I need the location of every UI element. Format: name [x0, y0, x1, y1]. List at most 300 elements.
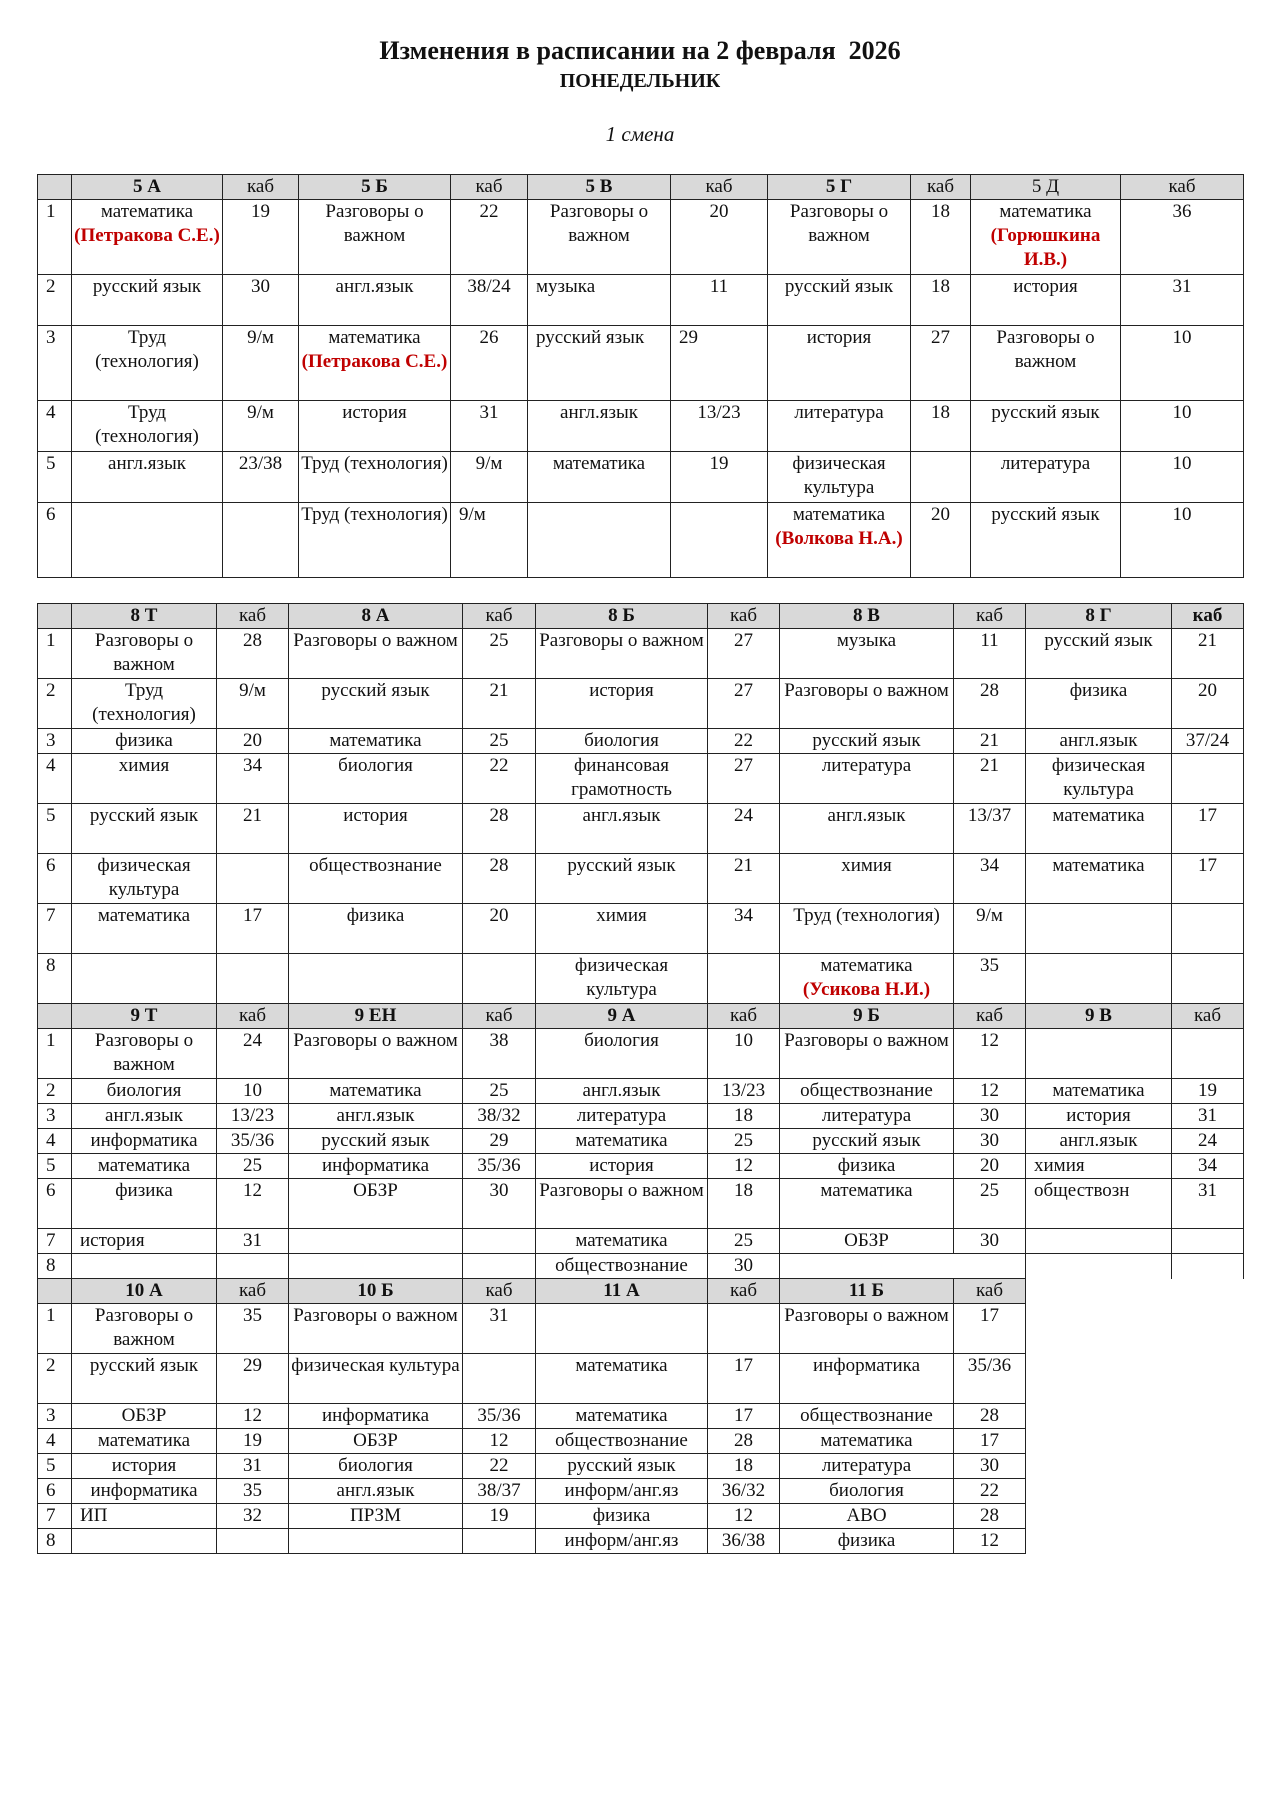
room-cell: 22 [463, 754, 536, 804]
lesson-cell: обществознание [536, 1429, 708, 1454]
lesson-cell: русский язык [536, 854, 708, 904]
header-cell: каб [671, 175, 768, 200]
header-cell: 8 Г [1026, 604, 1172, 629]
lesson-cell: Разговоры о важном [72, 1029, 217, 1079]
room-cell [223, 503, 299, 578]
room-cell [463, 1229, 536, 1254]
lesson-cell: литература [780, 754, 954, 804]
room-cell: 11 [954, 629, 1026, 679]
lesson-cell: математика [780, 1179, 954, 1229]
header-cell [38, 175, 72, 200]
room-cell: 12 [708, 1154, 780, 1179]
lesson-cell: история [1026, 1104, 1172, 1129]
lesson-cell: Труд (технология) [780, 904, 954, 954]
table-header-row [38, 175, 1244, 200]
lesson-cell: математика [289, 729, 463, 754]
room-cell: 19 [463, 1504, 536, 1529]
header-cell: каб [223, 175, 299, 200]
header-cell [38, 1004, 72, 1029]
room-cell: 11 [671, 275, 768, 326]
header-cell: каб [217, 1279, 289, 1304]
lesson-cell: химия [780, 854, 954, 904]
lesson-number: 2 [38, 1079, 72, 1104]
room-cell: 30 [223, 275, 299, 326]
lesson-cell: информ/анг.яз [536, 1529, 708, 1554]
lesson-cell: история [289, 804, 463, 854]
room-cell: 22 [708, 729, 780, 754]
room-cell: 38/37 [463, 1479, 536, 1504]
header-cell: каб [451, 175, 528, 200]
lesson-cell: Разговоры о важном [289, 1029, 463, 1079]
table-row [38, 679, 1244, 729]
lesson-cell: физическая культура [536, 954, 708, 1004]
table-row [38, 1079, 1244, 1104]
room-cell: 18 [911, 275, 971, 326]
lesson-cell: обществознание [536, 1254, 708, 1279]
lesson-cell: математика [289, 1079, 463, 1104]
lesson-cell: Разговоры о важном [768, 200, 911, 275]
room-cell [463, 954, 536, 1004]
header-cell: каб [463, 604, 536, 629]
room-cell: 31 [217, 1454, 289, 1479]
table-row [38, 754, 1244, 804]
table-row [38, 904, 1244, 954]
lesson-number: 8 [38, 954, 72, 1004]
room-cell: 17 [1172, 804, 1244, 854]
table-header-row [38, 1279, 1244, 1304]
lesson-cell: история [971, 275, 1121, 326]
header-cell: каб [463, 1004, 536, 1029]
lesson-cell: русский язык [72, 1354, 217, 1404]
lesson-cell: Разговоры о важном [971, 326, 1121, 401]
teacher-name: (Усикова Н.И.) [802, 979, 931, 1000]
room-cell: 10 [217, 1079, 289, 1104]
room-cell: 22 [463, 1454, 536, 1479]
lesson-cell: биология [72, 1079, 217, 1104]
room-cell: 24 [708, 804, 780, 854]
empty-cell [1172, 1254, 1244, 1279]
lesson-number: 2 [38, 679, 72, 729]
room-cell: 35 [954, 954, 1026, 1004]
room-cell: 17 [1172, 854, 1244, 904]
lesson-cell: англ.язык [528, 401, 671, 452]
header-cell: 9 ЕН [289, 1004, 463, 1029]
header-cell: 10 Б [289, 1279, 463, 1304]
room-cell: 10 [1121, 401, 1244, 452]
room-cell: 35/36 [463, 1404, 536, 1429]
room-cell [1172, 1229, 1244, 1254]
lesson-cell: англ.язык [72, 1104, 217, 1129]
lesson-cell: история [536, 679, 708, 729]
room-cell: 34 [954, 854, 1026, 904]
room-cell: 27 [708, 629, 780, 679]
room-cell [463, 1254, 536, 1279]
lesson-cell: Разговоры о важном [528, 200, 671, 275]
room-cell: 21 [463, 679, 536, 729]
header-cell: 5 Г [768, 175, 911, 200]
room-cell: 27 [911, 326, 971, 401]
lesson-cell: физика [1026, 679, 1172, 729]
header-cell: каб [1172, 604, 1244, 629]
lesson-cell: физика [289, 904, 463, 954]
room-cell: 30 [463, 1179, 536, 1229]
lesson-cell: русский язык [72, 275, 223, 326]
lesson-cell: история [72, 1454, 217, 1479]
lesson-cell: литература [780, 1104, 954, 1129]
lesson-cell [536, 1304, 708, 1354]
lesson-cell: Разговоры о важном [289, 1304, 463, 1354]
lesson-cell: математика [780, 1429, 954, 1454]
lesson-cell: Разговоры о важном [536, 629, 708, 679]
room-cell [671, 503, 768, 578]
lesson-cell: англ.язык [289, 1479, 463, 1504]
room-cell: 9/м [451, 452, 528, 503]
lesson-number: 1 [38, 629, 72, 679]
room-cell: 9/м [451, 503, 528, 578]
lesson-cell: Разговоры о важном [780, 1029, 954, 1079]
lesson-cell: Труд (технология) [72, 679, 217, 729]
room-cell: 37/24 [1172, 729, 1244, 754]
room-cell [463, 1529, 536, 1554]
lesson-cell: обществозн [1026, 1179, 1172, 1229]
room-cell: 10 [1121, 503, 1244, 578]
room-cell: 19 [1172, 1079, 1244, 1104]
lesson-number: 8 [38, 1529, 72, 1554]
room-cell: 35 [217, 1479, 289, 1504]
room-cell: 35/36 [463, 1154, 536, 1179]
table-row [38, 1254, 1244, 1279]
lesson-cell: биология [289, 754, 463, 804]
lesson-cell [72, 503, 223, 578]
lesson-cell [971, 200, 1121, 275]
room-cell: 36/38 [708, 1529, 780, 1554]
lesson-cell: Разговоры о важном [289, 629, 463, 679]
room-cell: 13/23 [217, 1104, 289, 1129]
room-cell: 12 [217, 1404, 289, 1429]
lesson-cell: англ.язык [289, 1104, 463, 1129]
teacher-name: (Волкова Н.А.) [775, 528, 903, 549]
lesson-subject: математика [999, 201, 1092, 222]
room-cell: 36/32 [708, 1479, 780, 1504]
lesson-cell: обществознание [780, 1079, 954, 1104]
room-cell: 20 [217, 729, 289, 754]
lesson-cell: финансовая грамотность [536, 754, 708, 804]
room-cell: 34 [1172, 1154, 1244, 1179]
lesson-cell: англ.язык [1026, 729, 1172, 754]
table-row [38, 1129, 1244, 1154]
header-cell: 8 Т [72, 604, 217, 629]
room-cell [463, 1354, 536, 1404]
room-cell: 25 [954, 1179, 1026, 1229]
lesson-cell: литература [780, 1454, 954, 1479]
lesson-cell: музыка [528, 275, 671, 326]
room-cell [1172, 754, 1244, 804]
room-cell: 29 [671, 326, 768, 401]
lesson-cell: ОБЗР [289, 1179, 463, 1229]
header-cell: 5 А [72, 175, 223, 200]
room-cell: 24 [1172, 1129, 1244, 1154]
room-cell: 10 [1121, 452, 1244, 503]
room-cell [217, 1529, 289, 1554]
lesson-cell: информатика [289, 1154, 463, 1179]
lesson-subject: математика [792, 504, 886, 525]
lesson-cell [72, 954, 217, 1004]
room-cell: 18 [911, 401, 971, 452]
room-cell [217, 954, 289, 1004]
lesson-cell: химия [1026, 1154, 1172, 1179]
lesson-number: 7 [38, 1229, 72, 1254]
room-cell: 28 [954, 1504, 1026, 1529]
room-cell: 25 [708, 1229, 780, 1254]
header-cell: каб [954, 1279, 1026, 1304]
header-cell: 11 Б [780, 1279, 954, 1304]
lesson-cell: математика [528, 452, 671, 503]
header-cell: 5 Д [971, 175, 1121, 200]
lesson-number: 3 [38, 1404, 72, 1429]
room-cell: 30 [954, 1104, 1026, 1129]
room-cell: 38/24 [451, 275, 528, 326]
room-cell: 28 [463, 804, 536, 854]
room-cell: 28 [463, 854, 536, 904]
lesson-number: 5 [38, 1454, 72, 1479]
room-cell: 12 [708, 1504, 780, 1529]
lesson-cell: англ.язык [536, 1079, 708, 1104]
header-cell: каб [708, 604, 780, 629]
room-cell: 21 [708, 854, 780, 904]
page-title: Изменения в расписании на 2 февраля 2026 [379, 36, 901, 65]
room-cell: 35 [217, 1304, 289, 1354]
room-cell: 18 [708, 1454, 780, 1479]
lesson-cell [72, 1254, 217, 1279]
lesson-cell [289, 1529, 463, 1554]
blank-area [1026, 1279, 1244, 1554]
lesson-cell: физическая культура [1026, 754, 1172, 804]
lesson-cell: литература [971, 452, 1121, 503]
lesson-cell: ПРЗМ [289, 1504, 463, 1529]
lesson-cell: русский язык [528, 326, 671, 401]
lesson-cell: физическая культура [768, 452, 911, 503]
room-cell: 10 [708, 1029, 780, 1079]
room-cell: 13/23 [708, 1079, 780, 1104]
lesson-number: 1 [38, 200, 72, 275]
lesson-number: 4 [38, 401, 72, 452]
lesson-number: 3 [38, 1104, 72, 1129]
room-cell: 17 [708, 1404, 780, 1429]
lesson-cell: математика [1026, 854, 1172, 904]
lesson-cell: история [768, 326, 911, 401]
lesson-cell [289, 954, 463, 1004]
lesson-cell: музыка [780, 629, 954, 679]
room-cell: 20 [671, 200, 768, 275]
header-cell: каб [1172, 1004, 1244, 1029]
lesson-cell: биология [536, 1029, 708, 1079]
lesson-cell: англ.язык [299, 275, 451, 326]
header-cell: 8 В [780, 604, 954, 629]
lesson-cell [780, 954, 954, 1004]
lesson-cell [1026, 1229, 1172, 1254]
room-cell: 23/38 [223, 452, 299, 503]
lesson-cell: математика [1026, 1079, 1172, 1104]
lesson-cell: Разговоры о важном [780, 679, 954, 729]
room-cell: 30 [954, 1454, 1026, 1479]
header-cell: каб [708, 1279, 780, 1304]
lesson-cell: англ.язык [72, 452, 223, 503]
room-cell: 12 [954, 1029, 1026, 1079]
lesson-cell: химия [72, 754, 217, 804]
table-row [38, 1029, 1244, 1079]
lesson-cell: физика [780, 1154, 954, 1179]
schedule-table-grade-5 [37, 174, 1244, 578]
room-cell: 25 [463, 729, 536, 754]
header-cell: 10 А [72, 1279, 217, 1304]
lesson-cell: русский язык [971, 401, 1121, 452]
room-cell: 12 [463, 1429, 536, 1454]
header-cell: 5 Б [299, 175, 451, 200]
room-cell: 38 [463, 1029, 536, 1079]
room-cell: 31 [217, 1229, 289, 1254]
lesson-subject: математика [820, 955, 913, 976]
room-cell: 25 [217, 1154, 289, 1179]
lesson-cell: ОБЗР [289, 1429, 463, 1454]
room-cell: 25 [708, 1129, 780, 1154]
room-cell: 36 [1121, 200, 1244, 275]
table-row [38, 200, 1244, 275]
room-cell: 19 [217, 1429, 289, 1454]
lesson-cell: биология [536, 729, 708, 754]
room-cell: 20 [1172, 679, 1244, 729]
lesson-cell: математика [536, 1404, 708, 1429]
room-cell: 29 [463, 1129, 536, 1154]
room-cell: 31 [463, 1304, 536, 1354]
lesson-cell [1026, 954, 1172, 1004]
empty-cell [780, 1254, 1026, 1279]
lesson-number: 1 [38, 1029, 72, 1079]
header-cell: каб [463, 1279, 536, 1304]
table-row [38, 401, 1244, 452]
room-cell [1172, 1029, 1244, 1079]
header-cell: каб [1121, 175, 1244, 200]
lesson-cell: Разговоры о важном [536, 1179, 708, 1229]
room-cell [708, 1304, 780, 1354]
room-cell: 17 [217, 904, 289, 954]
room-cell: 20 [911, 503, 971, 578]
lesson-cell: математика [1026, 804, 1172, 854]
lesson-cell: ОБЗР [72, 1404, 217, 1429]
room-cell [1172, 904, 1244, 954]
room-cell: 18 [708, 1104, 780, 1129]
lesson-cell: русский язык [536, 1454, 708, 1479]
teacher-name: (Петракова С.Е.) [301, 351, 448, 372]
header-cell: 8 А [289, 604, 463, 629]
lesson-cell: обществознание [780, 1404, 954, 1429]
lesson-cell: Разговоры о важном [72, 1304, 217, 1354]
lesson-cell: информ/анг.яз [536, 1479, 708, 1504]
room-cell: 30 [708, 1254, 780, 1279]
lesson-cell [72, 200, 223, 275]
room-cell: 32 [217, 1504, 289, 1529]
lesson-cell: история [299, 401, 451, 452]
lesson-cell: русский язык [289, 1129, 463, 1154]
header-cell: 9 Т [72, 1004, 217, 1029]
room-cell: 24 [217, 1029, 289, 1079]
room-cell: 28 [217, 629, 289, 679]
room-cell: 35/36 [954, 1354, 1026, 1404]
table-row [38, 1229, 1244, 1254]
lesson-cell: Разговоры о важном [780, 1304, 954, 1354]
table-row [38, 275, 1244, 326]
room-cell: 31 [1172, 1104, 1244, 1129]
room-cell: 30 [954, 1129, 1026, 1154]
lesson-number: 4 [38, 1429, 72, 1454]
room-cell: 13/23 [671, 401, 768, 452]
room-cell: 12 [217, 1179, 289, 1229]
header-cell: каб [217, 1004, 289, 1029]
lesson-cell [768, 503, 911, 578]
lesson-cell: русский язык [289, 679, 463, 729]
room-cell: 9/м [217, 679, 289, 729]
room-cell: 31 [1172, 1179, 1244, 1229]
lesson-cell [289, 1254, 463, 1279]
room-cell: 31 [1121, 275, 1244, 326]
lesson-cell: информатика [780, 1354, 954, 1404]
room-cell: 26 [451, 326, 528, 401]
lesson-cell: математика [536, 1129, 708, 1154]
lesson-cell: литература [536, 1104, 708, 1129]
lesson-cell: русский язык [780, 729, 954, 754]
header-cell: каб [708, 1004, 780, 1029]
table-row [38, 954, 1244, 1004]
table-row [38, 1104, 1244, 1129]
header-cell: каб [954, 1004, 1026, 1029]
header-cell: 11 А [536, 1279, 708, 1304]
room-cell: 18 [708, 1179, 780, 1229]
lesson-cell: Разговоры о важном [299, 200, 451, 275]
lesson-subject: математика [100, 201, 194, 222]
lesson-cell: ОБЗР [780, 1229, 954, 1254]
header-cell: 9 Б [780, 1004, 954, 1029]
room-cell: 34 [217, 754, 289, 804]
teacher-name: (Петракова С.Е.) [74, 225, 220, 246]
room-cell: 17 [954, 1304, 1026, 1354]
room-cell: 21 [217, 804, 289, 854]
room-cell: 27 [708, 754, 780, 804]
table-row [38, 729, 1244, 754]
table-row [38, 326, 1244, 401]
lesson-cell: физика [780, 1529, 954, 1554]
room-cell: 35/36 [217, 1129, 289, 1154]
lesson-number: 5 [38, 452, 72, 503]
room-cell: 21 [954, 729, 1026, 754]
empty-cell [1026, 1254, 1172, 1279]
header-cell [38, 1279, 72, 1304]
lesson-subject: математика [328, 327, 421, 348]
lesson-cell: биология [780, 1479, 954, 1504]
room-cell: 18 [911, 200, 971, 275]
lesson-cell: русский язык [72, 804, 217, 854]
lesson-cell: информатика [289, 1404, 463, 1429]
room-cell: 34 [708, 904, 780, 954]
room-cell [217, 1254, 289, 1279]
lesson-cell: обществознание [289, 854, 463, 904]
table-row [38, 854, 1244, 904]
lesson-cell: физика [536, 1504, 708, 1529]
table-row [38, 629, 1244, 679]
lesson-number: 2 [38, 275, 72, 326]
lesson-cell: химия [536, 904, 708, 954]
lesson-cell: математика [536, 1229, 708, 1254]
header-cell [38, 604, 72, 629]
room-cell: 38/32 [463, 1104, 536, 1129]
